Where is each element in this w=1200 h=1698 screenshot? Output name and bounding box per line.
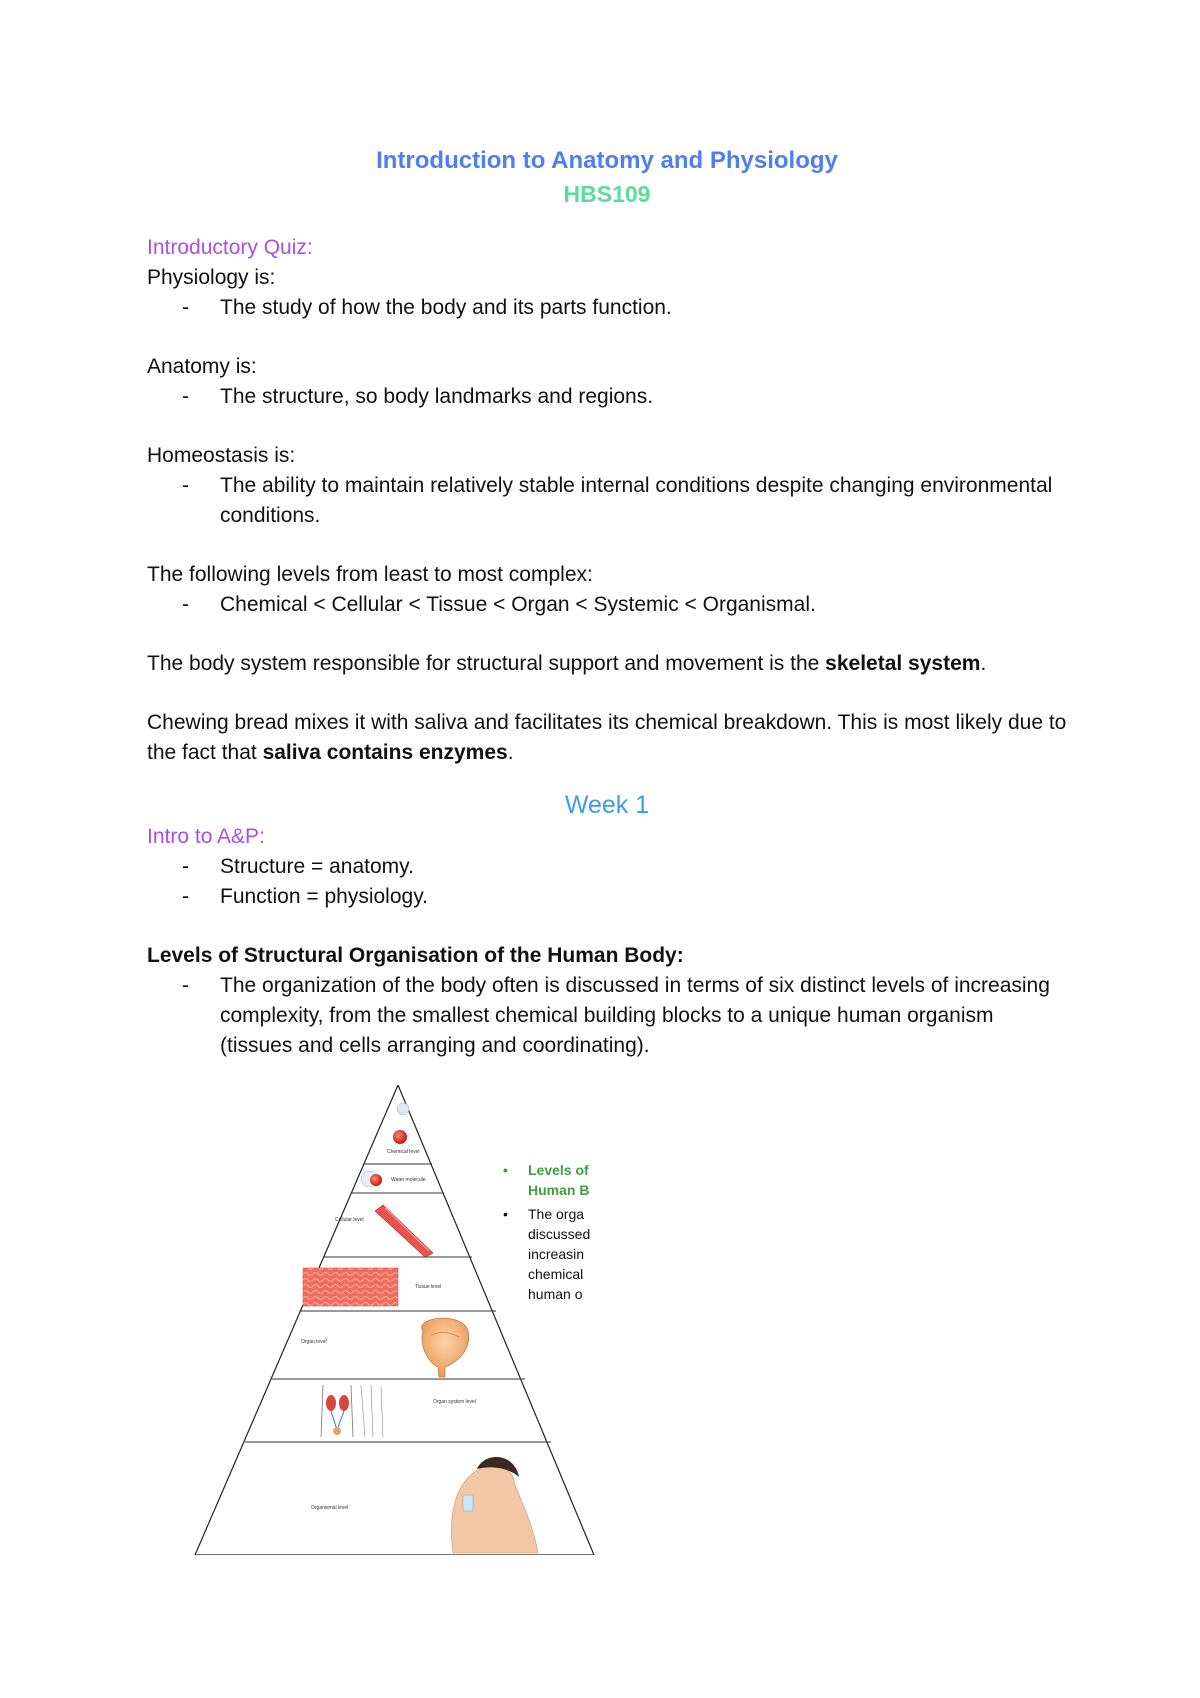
chemical-level-label: Chemical level bbox=[387, 1149, 420, 1155]
side-body-line: The orga bbox=[528, 1206, 585, 1222]
tissue-level-label: Tissue level bbox=[415, 1284, 442, 1290]
anatomy-answer: The structure, so body landmarks and regions. bbox=[220, 385, 654, 408]
levels-answer: Chemical < Cellular < Tissue < Organ < Systemic < Organismal. bbox=[220, 593, 816, 616]
levels-description: The organization of the body often is discussed in terms of six distinct levels of increasing complexity, from the smallest chemical building blocks to a unique human organism (tissues and cells arranging and coordinating). bbox=[220, 974, 1050, 1057]
week-heading: Week 1 bbox=[564, 791, 650, 819]
side-body-line: human o bbox=[528, 1286, 583, 1302]
list-item bbox=[147, 852, 1067, 882]
saliva-bold: saliva contains enzymes bbox=[262, 741, 508, 764]
skeletal-statement bbox=[147, 649, 1067, 679]
anatomy-question: Anatomy is: bbox=[147, 355, 257, 378]
figure-side-caption bbox=[503, 1160, 598, 1304]
intro-item-structure: Structure = anatomy. bbox=[220, 855, 414, 878]
organ-level-label: Organ level bbox=[301, 1339, 327, 1345]
list-item bbox=[147, 471, 1067, 531]
document-title: Introduction to Anatomy and Physiology bbox=[376, 147, 838, 174]
document-body bbox=[147, 145, 1067, 1061]
course-code: HBS109 bbox=[563, 181, 651, 207]
oxygen-atom-icon bbox=[393, 1130, 407, 1144]
list-item bbox=[147, 882, 1067, 912]
skeletal-bold: skeletal system bbox=[825, 652, 981, 675]
side-body-line: chemical bbox=[528, 1266, 584, 1282]
bullet-dash: - bbox=[182, 593, 189, 616]
bullet-dash: - bbox=[182, 296, 189, 319]
homeostasis-answer: The ability to maintain relatively stable internal conditions despite changing environmental conditions. bbox=[220, 474, 1053, 527]
physiology-question: Physiology is: bbox=[147, 266, 276, 289]
saliva-statement bbox=[147, 708, 1067, 768]
molecule-label: Water molecule bbox=[391, 1177, 426, 1183]
side-heading-line1: Levels of bbox=[528, 1162, 589, 1178]
saliva-text: Chewing bread mixes it with saliva and facilitates its chemical breakdown. This is most likely due to the fact that bbox=[147, 711, 1067, 764]
list-item bbox=[147, 971, 1067, 1061]
side-bullet-dot: • bbox=[503, 1162, 508, 1178]
cellular-level-label: Cellular level bbox=[335, 1217, 364, 1223]
intro-item-function: Function = physiology. bbox=[220, 885, 428, 908]
bullet-dash: - bbox=[182, 385, 189, 408]
bullet-dash: - bbox=[182, 474, 189, 497]
physiology-answer: The study of how the body and its parts function. bbox=[220, 296, 672, 319]
muscle-tissue-icon bbox=[303, 1268, 398, 1306]
side-bullet-dot: • bbox=[503, 1206, 508, 1222]
list-item bbox=[147, 590, 1067, 620]
saliva-end: . bbox=[507, 741, 514, 764]
bullet-dash: - bbox=[182, 974, 189, 997]
list-item bbox=[147, 293, 1067, 323]
side-body-line: increasin bbox=[528, 1246, 585, 1262]
side-heading-line2: Human B bbox=[528, 1182, 590, 1198]
quiz-heading: Introductory Quiz: bbox=[147, 236, 313, 259]
bullet-dash: - bbox=[182, 855, 189, 878]
skeletal-text: The body system responsible for structural support and movement is the bbox=[147, 652, 826, 675]
side-body-line: discussed bbox=[528, 1226, 591, 1242]
organ-system-level-label: Organ system level bbox=[433, 1399, 476, 1405]
levels-heading: Levels of Structural Organisation of the Human Body: bbox=[147, 944, 684, 967]
levels-question: The following levels from least to most complex: bbox=[147, 563, 593, 586]
bullet-dash: - bbox=[182, 885, 189, 908]
homeostasis-question: Homeostasis is: bbox=[147, 444, 296, 467]
organisation-pyramid-figure bbox=[193, 1085, 603, 1555]
intro-heading: Intro to A&P: bbox=[147, 825, 265, 848]
pyramid-outline bbox=[195, 1085, 594, 1555]
organismal-level-label: Organismal level bbox=[311, 1505, 349, 1511]
skeletal-end: . bbox=[980, 652, 987, 675]
hydrogen-atom-icon bbox=[397, 1103, 409, 1115]
list-item bbox=[147, 382, 1067, 412]
